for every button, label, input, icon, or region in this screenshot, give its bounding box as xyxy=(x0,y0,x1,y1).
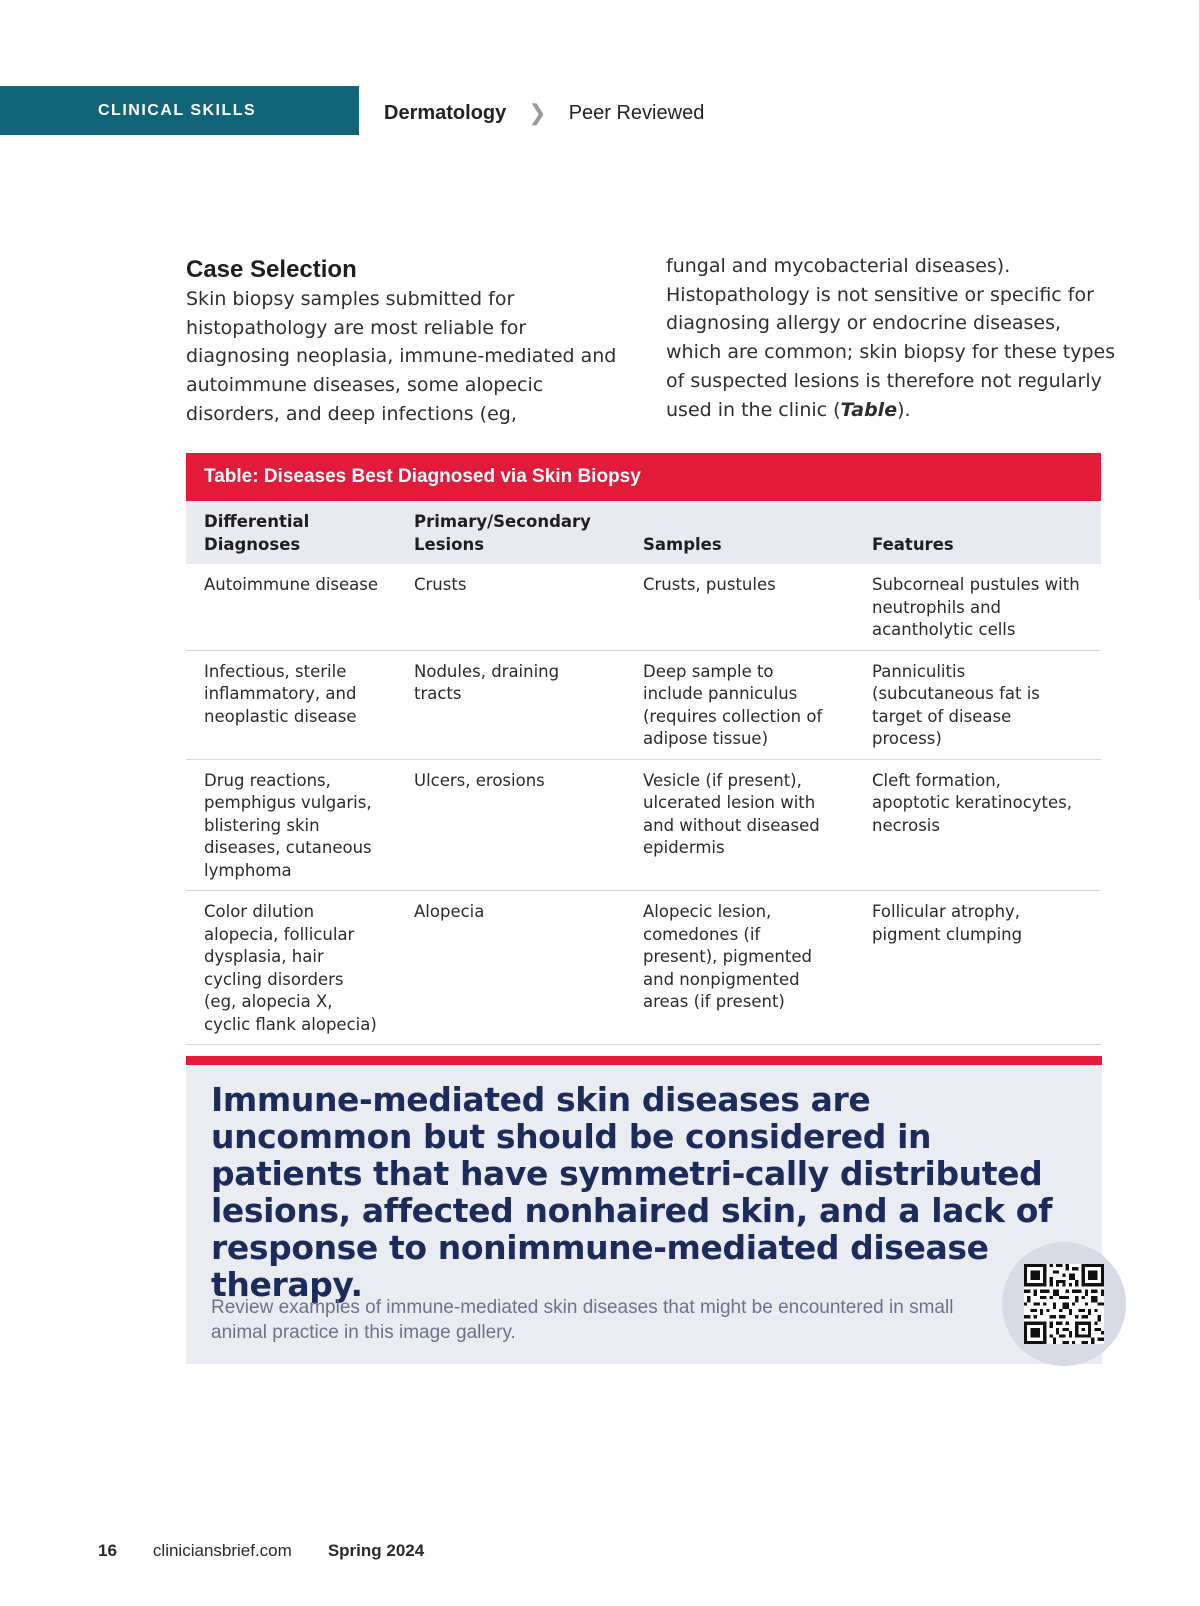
issue-label: Spring 2024 xyxy=(327,1541,425,1560)
page-number: 16 xyxy=(98,1541,117,1560)
table-cell: Crusts xyxy=(414,575,467,594)
table-row xyxy=(186,564,1101,650)
table-header-row xyxy=(186,501,1101,564)
column-header: Primary/Secondary Lesions xyxy=(414,512,591,554)
column-header: Samples xyxy=(643,534,722,554)
table-cell: Alopecic lesion, comedones (if present), pigmented and nonpigmented areas (if present) xyxy=(643,902,812,1011)
table-cell: Cleft formation, apoptotic keratinocytes, necrosis xyxy=(872,770,1073,835)
table-cell: Deep sample to include panniculus (requires collection of adipose tissue) xyxy=(643,661,823,748)
table-cell: Vesicle (if present), ulcerated lesion with and without diseased epidermis xyxy=(643,770,820,857)
gallery-note: Review examples of immune-mediated skin diseases that might be encountered in small animal practice in this image gallery. xyxy=(211,1297,954,1343)
table-cell: Follicular atrophy, pigment clumping xyxy=(872,902,1023,944)
table-reference-link[interactable]: Table xyxy=(840,398,898,421)
table-cell: Color dilution alopecia, follicular dysplasia, hair cycling disorders (eg, alopecia X, cyclic flank alopecia) xyxy=(204,902,377,1034)
table-cell: Nodules, draining tracts xyxy=(414,661,560,703)
table-cell: Panniculitis (subcutaneous fat is target of disease process) xyxy=(872,661,1040,748)
breadcrumb xyxy=(384,99,704,127)
intro-paragraph-left: Skin biopsy samples submitted for histopathology are most reliable for diagnosing neoplasia, immune-mediated and autoimmune diseases, some alopecic disorders, and deep infections (eg, xyxy=(186,288,617,425)
page-footer xyxy=(98,1541,424,1561)
intro-text-right: fungal and mycobacterial diseases). Histopathology is not sensitive or specific for diagnosing allergy or endocrine diseases, which are common; skin biopsy for these types of suspected lesions is therefore not regularly used in the clinic ( xyxy=(666,255,1116,421)
intro-paragraph-right xyxy=(666,252,1116,424)
table-cell: Infectious, sterile inflammatory, and neoplastic disease xyxy=(204,661,357,726)
column-header: Differential Diagnoses xyxy=(204,512,310,554)
column-header: Features xyxy=(872,534,954,554)
diseases-table xyxy=(186,453,1101,1045)
table-row xyxy=(186,759,1101,891)
callout-accent-bar xyxy=(186,1056,1102,1065)
table-grid xyxy=(186,501,1101,1045)
table-cell: Ulcers, erosions xyxy=(414,770,545,790)
table-title: Table: Diseases Best Diagnosed via Skin Biopsy xyxy=(186,453,1101,501)
section-heading: Case Selection xyxy=(186,256,357,283)
intro-left-column xyxy=(186,255,626,429)
table-cell: Subcorneal pustules with neutrophils and acantholytic cells xyxy=(872,575,1080,639)
section-label: CLINICAL SKILLS xyxy=(0,86,359,135)
table-row xyxy=(186,650,1101,759)
breadcrumb-item-peer-reviewed: Peer Reviewed xyxy=(568,101,705,124)
table-row xyxy=(186,891,1101,1045)
table-cell: Crusts, pustules xyxy=(643,575,776,594)
pull-quote-callout xyxy=(186,1056,1102,1364)
site-name: cliniciansbrief.com xyxy=(152,1541,292,1560)
chevron-right-icon: ❯ xyxy=(528,100,547,125)
table-cell: Autoimmune disease xyxy=(204,575,379,594)
intro-right-column xyxy=(666,252,1116,424)
table-cell: Drug reactions, pemphigus vulgaris, blistering skin diseases, cutaneous lymphoma xyxy=(204,770,372,880)
breadcrumb-item-dermatology: Dermatology xyxy=(384,101,507,124)
intro-text-right-end: ). xyxy=(897,398,911,421)
qr-code-icon[interactable] xyxy=(1024,1264,1104,1344)
table-cell: Alopecia xyxy=(414,902,485,921)
pull-quote: Immune-mediated skin diseases are uncommon but should be considered in patients that have symmetri-cally distributed lesions, affected nonhaired skin, and a lack of response to nonimmune-mediated disease therapy. xyxy=(211,1080,1053,1304)
